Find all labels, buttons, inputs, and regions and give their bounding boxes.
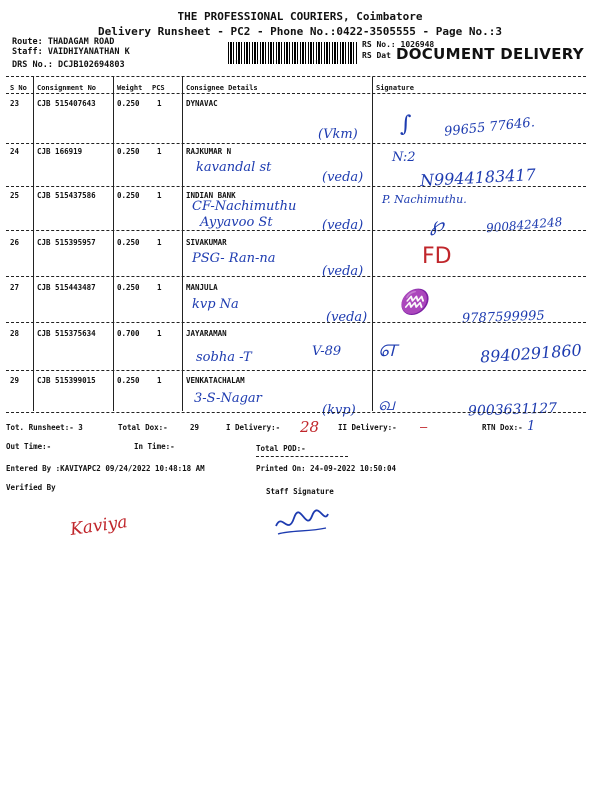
row-consignee: INDIAN BANK xyxy=(186,191,236,200)
row-consignment: CJB 515375634 xyxy=(37,329,96,338)
row-weight: 0.250 xyxy=(117,191,140,200)
row-consignee: VENKATACHALAM xyxy=(186,376,245,385)
address-handwriting: CF-Nachimuthu xyxy=(192,199,297,214)
staff-code-handwriting: (veda) xyxy=(322,170,364,185)
route-label: Route: THADAGAM ROAD xyxy=(12,37,115,47)
verifier-signature: Kaviya xyxy=(68,512,129,540)
row-pcs: 1 xyxy=(157,376,162,385)
row-divider xyxy=(6,143,586,144)
drs-number: DRS No.: DCJB102694803 xyxy=(12,60,125,70)
signature-mark: எ xyxy=(378,334,397,362)
signature-phone: 8940291860 xyxy=(479,340,583,367)
col-divider xyxy=(372,77,373,411)
ii-delivery-label: II Delivery:- xyxy=(338,423,397,432)
row-sno: 29 xyxy=(10,376,20,385)
col-divider xyxy=(113,77,114,411)
ii-delivery-value: — xyxy=(420,420,428,434)
row-divider xyxy=(6,186,586,187)
in-time: In Time:- xyxy=(134,442,175,451)
total-dox-value: 29 xyxy=(190,423,200,432)
row-consignment: CJB 515395957 xyxy=(37,238,96,247)
row-consignment: CJB 515437586 xyxy=(37,191,96,200)
table-bottom-rule xyxy=(6,412,586,413)
row-weight: 0.250 xyxy=(117,376,140,385)
staff-code-handwriting: (kvp) xyxy=(322,403,356,418)
staff-code-handwriting: (veda) xyxy=(322,264,364,279)
i-delivery-label: I Delivery:- xyxy=(226,423,281,432)
signature-name: N:2 xyxy=(392,150,416,165)
document-delivery-stamp: DOCUMENT DELIVERY xyxy=(396,45,584,63)
row-sno: 28 xyxy=(10,329,20,338)
row-consignee: SIVAKUMAR xyxy=(186,238,227,247)
rs-date: RS Dat xyxy=(362,51,391,60)
total-pod: Total POD:- xyxy=(256,444,306,453)
table-top-rule xyxy=(6,76,586,77)
staff-code-handwriting: (Vkm) xyxy=(318,127,358,142)
col-header-weight: Weight xyxy=(117,84,143,92)
row-weight: 0.250 xyxy=(117,283,140,292)
row-pcs: 1 xyxy=(157,147,162,156)
total-runsheet: Tot. Runsheet:- 3 xyxy=(6,423,83,432)
signature-phone: 9008424248 xyxy=(485,214,563,236)
row-consignee: JAYARAMAN xyxy=(186,329,227,338)
pod-underline xyxy=(256,456,348,457)
staff-code-handwriting: (veda) xyxy=(322,218,364,233)
row-sno: 23 xyxy=(10,99,20,108)
i-delivery-value: 28 xyxy=(300,418,320,436)
barcode xyxy=(228,42,358,64)
signature-mark: ∫ xyxy=(400,112,412,137)
address-handwriting: 3-S-Nagar xyxy=(194,391,262,406)
row-consignee: MANJULA xyxy=(186,283,218,292)
address-handwriting: kvp Na xyxy=(192,297,239,312)
row-sno: 26 xyxy=(10,238,20,247)
total-dox-label: Total Dox:- xyxy=(118,423,168,432)
out-time: Out Time:- xyxy=(6,442,52,451)
fd-mark: FD xyxy=(422,244,452,269)
entered-by: Entered By :KAVIYAPC2 09/24/2022 10:48:18 AM xyxy=(6,464,205,473)
staff-code-handwriting: (veda) xyxy=(326,310,368,325)
col-header-sno: S No xyxy=(10,84,27,92)
signature-phone: 99655 77646. xyxy=(443,115,536,140)
row-consignee: DYNAVAC xyxy=(186,99,218,108)
address-handwriting: PSG- Ran-na xyxy=(192,251,276,266)
signature-phone: N9944183417 xyxy=(419,164,537,191)
rs-number: RS No.: 1026948 xyxy=(362,40,435,49)
row-pcs: 1 xyxy=(157,238,162,247)
col-header-signature: Signature xyxy=(376,84,414,92)
signature-phone: 9787599995 xyxy=(461,308,545,327)
rtn-dox-label: RTN Dox:- xyxy=(482,423,523,432)
runsheet-title: Delivery Runsheet - PC2 - Phone No.:0422-3505555 - Page No.:3 xyxy=(98,25,502,38)
row-pcs: 1 xyxy=(157,99,162,108)
row-consignment: CJB 515443487 xyxy=(37,283,96,292)
signature-mark: ℘ xyxy=(430,212,444,236)
col-divider xyxy=(182,77,183,411)
row-pcs: 1 xyxy=(157,191,162,200)
row-sno: 25 xyxy=(10,191,20,200)
row-weight: 0.700 xyxy=(117,329,140,338)
table-header-rule xyxy=(6,93,586,94)
address-handwriting-line2: Ayyavoo St xyxy=(200,215,273,230)
signature-name: P. Nachimuthu. xyxy=(382,193,467,206)
staff-signature-mark xyxy=(272,506,332,540)
row-divider xyxy=(6,322,586,323)
row-divider xyxy=(6,370,586,371)
row-divider xyxy=(6,230,586,231)
row-consignment: CJB 515407643 xyxy=(37,99,96,108)
printed-on: Printed On: 24-09-2022 10:50:04 xyxy=(256,464,396,473)
address-handwriting: kavandal st xyxy=(196,160,272,175)
row-weight: 0.250 xyxy=(117,147,140,156)
row-consignment: CJB 515399015 xyxy=(37,376,96,385)
signature-mark: ♒ xyxy=(398,288,428,316)
row-weight: 0.250 xyxy=(117,238,140,247)
staff-signature-label: Staff Signature xyxy=(266,487,334,496)
col-header-pcs: PCS xyxy=(152,84,165,92)
signature-phone: 9003631127 xyxy=(467,400,558,420)
col-divider xyxy=(33,77,34,411)
row-sno: 27 xyxy=(10,283,20,292)
signature-mark: வ xyxy=(378,394,396,415)
row-weight: 0.250 xyxy=(117,99,140,108)
row-consignment: CJB 166919 xyxy=(37,147,83,156)
col-header-consignment: Consignment No xyxy=(37,84,97,92)
verified-by-label: Verified By xyxy=(6,483,56,492)
address-handwriting: sobha -T xyxy=(196,350,252,365)
rtn-dox-value: 1 xyxy=(527,419,536,434)
company-title: THE PROFESSIONAL COURIERS, Coimbatore xyxy=(177,10,423,23)
row-divider xyxy=(6,276,586,277)
row-sno: 24 xyxy=(10,147,20,156)
col-header-consignee: Consignee Details xyxy=(186,84,258,92)
row-pcs: 1 xyxy=(157,283,162,292)
staff-code-handwriting: V-89 xyxy=(312,344,342,359)
row-pcs: 1 xyxy=(157,329,162,338)
staff-label: Staff: VAIDHIYANATHAN K xyxy=(12,47,130,57)
row-consignee: RAJKUMAR N xyxy=(186,147,232,156)
